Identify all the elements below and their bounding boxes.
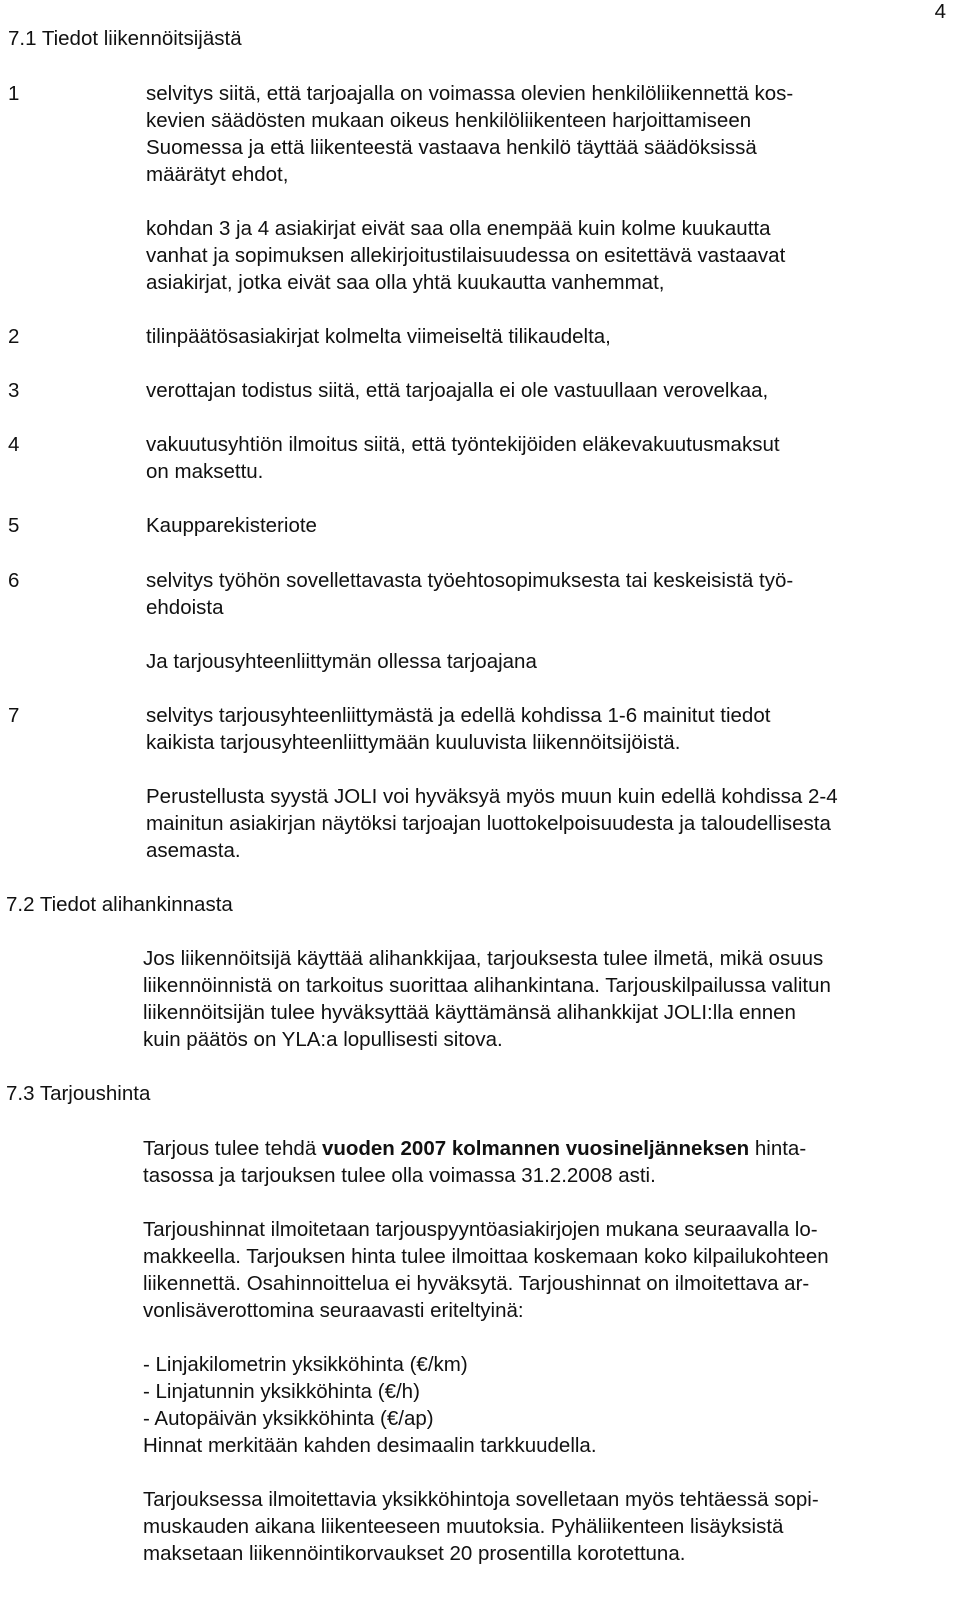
bold-text-run: vuoden 2007 kolmannen vuosineljänneksen bbox=[321, 1137, 750, 1160]
note-line: asemasta. bbox=[146, 839, 241, 862]
item-number: 3 bbox=[8, 379, 20, 402]
item-number: 5 bbox=[8, 514, 20, 537]
item-line: tilinpäätösasiakirjat kolmelta viimeiseltä tilikaudelta, bbox=[146, 325, 611, 348]
paragraph-line: vonlisäverottomina seuraavasti eriteltyinä: bbox=[143, 1299, 524, 1322]
text-run: Tarjous tulee tehdä bbox=[143, 1137, 322, 1160]
item-line: ehdoista bbox=[146, 596, 224, 619]
item-line: kevien säädösten mukaan oikeus henkilöliikenteen harjoittamiseen bbox=[146, 109, 752, 132]
list-item: - Linjatunnin yksikköhinta (€/h) bbox=[143, 1380, 420, 1403]
item-line: vakuutusyhtiön ilmoitus siitä, että työntekijöiden eläkevakuutusmaksut bbox=[146, 433, 780, 456]
note-line: vanhat ja sopimuksen allekirjoitustilaisuudessa on esitettävä vastaavat bbox=[146, 244, 786, 267]
item-number: 2 bbox=[8, 325, 20, 348]
item-line: selvitys siitä, että tarjoajalla on voimassa olevien henkilöliikennettä kos- bbox=[146, 82, 794, 105]
item-number: 7 bbox=[8, 704, 20, 727]
list-item: - Linjakilometrin yksikköhinta (€/km) bbox=[143, 1353, 468, 1376]
paragraph-line: maksetaan liikennöintikorvaukset 20 prosentilla korotettuna. bbox=[143, 1542, 686, 1565]
note-line: mainitun asiakirjan näytöksi tarjoajan luottokelpoisuudesta ja taloudellisesta bbox=[146, 812, 831, 835]
item-line: kaikista tarjousyhteenliittymään kuuluvista liikennöitsijöistä. bbox=[146, 731, 681, 754]
text-run: hinta- bbox=[749, 1137, 807, 1160]
paragraph-line: kuin päätös on YLA:a lopullisesti sitova. bbox=[143, 1028, 503, 1051]
item-line: selvitys tarjousyhteenliittymästä ja edellä kohdissa 1-6 mainitut tiedot bbox=[146, 704, 771, 727]
item-line: Suomessa ja että liikenteestä vastaava henkilö täyttää säädöksissä bbox=[146, 136, 757, 159]
paragraph-line: Tarjoushinnat ilmoitetaan tarjouspyyntöasiakirjojen mukana seuraavalla lo- bbox=[143, 1218, 818, 1241]
item-number: 6 bbox=[8, 569, 20, 592]
item-number: 4 bbox=[8, 433, 20, 456]
item-number: 1 bbox=[8, 82, 20, 105]
paragraph-line: makkeella. Tarjouksen hinta tulee ilmoittaa koskemaan koko kilpailukohteen bbox=[143, 1245, 829, 1268]
consortium-intro: Ja tarjousyhteenliittymän ollessa tarjoajana bbox=[146, 650, 537, 673]
section-heading-7-2: 7.2 Tiedot alihankinnasta bbox=[6, 893, 233, 916]
item-line: Kaupparekisteriote bbox=[146, 514, 317, 537]
decimals-note: Hinnat merkitään kahden desimaalin tarkkuudella. bbox=[143, 1434, 597, 1457]
item-line: selvitys työhön sovellettavasta työehtosopimuksesta tai keskeisistä työ- bbox=[146, 569, 794, 592]
paragraph-line bbox=[143, 1135, 806, 1163]
item-line: määrätyt ehdot, bbox=[146, 163, 289, 186]
paragraph-line: liikennöitsijän tulee hyväksyttää käyttämänsä alihankkijat JOLI:lla ennen bbox=[143, 1001, 796, 1024]
note-line: Perustellusta syystä JOLI voi hyväksyä myös muun kuin edellä kohdissa 2-4 bbox=[146, 785, 838, 808]
paragraph-line: muskauden aikana liikenteeseen muutoksia. Pyhäliikenteen lisäyksistä bbox=[143, 1515, 784, 1538]
page-number: 4 bbox=[934, 0, 946, 23]
item-line: verottajan todistus siitä, että tarjoajalla ei ole vastuullaan verovelkaa, bbox=[146, 379, 769, 402]
note-line: asiakirjat, jotka eivät saa olla yhtä kuukautta vanhemmat, bbox=[146, 271, 665, 294]
note-line: kohdan 3 ja 4 asiakirjat eivät saa olla enempää kuin kolme kuukautta bbox=[146, 217, 771, 240]
list-item: - Autopäivän yksikköhinta (€/ap) bbox=[143, 1407, 434, 1430]
item-line: on maksettu. bbox=[146, 460, 264, 483]
paragraph-line: tasossa ja tarjouksen tulee olla voimassa 31.2.2008 asti. bbox=[143, 1164, 656, 1187]
paragraph-line: liikennöinnistä on tarkoitus suorittaa alihankintana. Tarjouskilpailussa valitun bbox=[143, 974, 831, 997]
paragraph-line: Tarjouksessa ilmoitettavia yksikköhintoja sovelletaan myös tehtäessä sopi- bbox=[143, 1488, 819, 1511]
section-heading-7-1: 7.1 Tiedot liikennöitsijästä bbox=[8, 27, 242, 50]
section-heading-7-3: 7.3 Tarjoushinta bbox=[6, 1082, 151, 1105]
paragraph-line: Jos liikennöitsijä käyttää alihankkijaa, tarjouksesta tulee ilmetä, mikä osuus bbox=[143, 947, 824, 970]
paragraph-line: liikennettä. Osahinnoittelua ei hyväksytä. Tarjoushinnat on ilmoitettava ar- bbox=[143, 1272, 810, 1295]
